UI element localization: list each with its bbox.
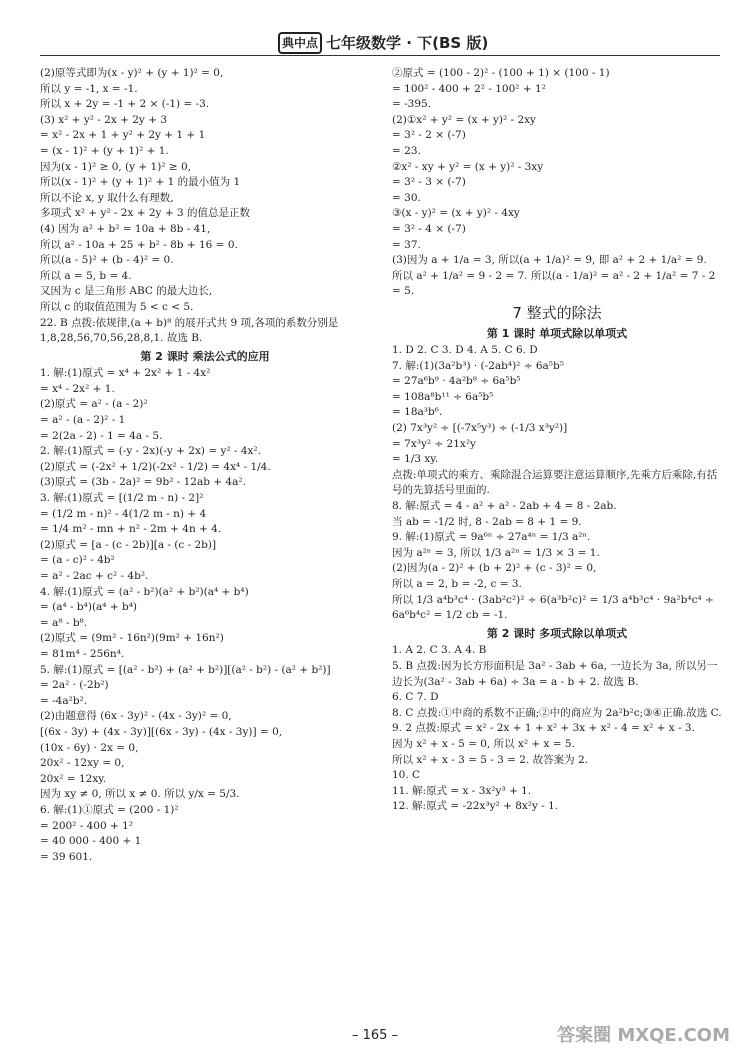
text-line: = 1/4 m² - mn + n² - 2m + 4n + 4. (40, 523, 222, 536)
text-line: 因为 x² + x - 5 = 0, 所以 x² + x = 5. (392, 737, 575, 750)
watermark: 答案圈 MXQE.COM (557, 1025, 730, 1046)
text-line: = 27a⁶b⁹ · 4a²b⁸ ÷ 6a⁵b⁵ (392, 375, 521, 388)
text-line: = 81m⁴ - 256n⁴. (40, 647, 125, 660)
text-line: = (a⁴ - b⁴)(a⁴ + b⁴) (40, 601, 138, 614)
text-line: (10x - 6y) · 2x = 0, (40, 741, 139, 754)
text-line: = 200² - 400 + 1² (40, 819, 134, 832)
text-line: = 100² - 400 + 2² - 100² + 1² (392, 82, 546, 95)
text-line: 1. 解:(1)原式 = x⁴ + 2x² + 1 - 4x² (40, 367, 211, 380)
text-line: 所以(a - 5)² + (b - 4)² = 0. (40, 254, 174, 267)
chapter-heading: 7 整式的除法 (512, 303, 602, 322)
text-line: 10. C (392, 769, 421, 782)
text-line: = 18a³b⁶. (392, 406, 443, 419)
text-line: = -395. (392, 98, 432, 111)
text-line: 6. 解:(1)①原式 = (200 - 1)² (40, 803, 179, 816)
text-line: 20x² = 12xy. (40, 772, 107, 785)
text-line: 所以 x² + x - 3 = 5 - 3 = 2. 故答案为 2. (392, 753, 589, 766)
text-line: 所以 x + 2y = -1 + 2 × (-1) = -3. (40, 98, 210, 111)
text-line: ③(x - y)² = (x + y)² - 4xy (392, 207, 520, 220)
text-line: (2)原式 = (9m² - 16n²)(9m² + 16n²) (40, 632, 224, 645)
text-line: 2. 解:(1)原式 = (-y - 2x)(-y + 2x) = y² - 4x². (40, 445, 261, 458)
text-line: = -4a²b². (40, 694, 88, 707)
text-line: = 37. (392, 238, 421, 251)
text-line: 7. 解:(1)(3a²b³) · (-2ab⁴)² ÷ 6a⁵b⁵ (392, 359, 564, 372)
right-column (392, 66, 722, 815)
text-line: ②原式 = (100 - 2)² - (100 + 1) × (100 - 1) (392, 67, 610, 79)
text-line: 点拨:单项式的乘方、乘除混合运算要注意运算顺序,先乘方后乘除,有括号的先算括号里面的. (392, 468, 718, 497)
text-line: (2)原等式即为(x - y)² + (y + 1)² = 0, (40, 67, 224, 79)
text-line: = 7x³y² ÷ 21x²y (392, 437, 476, 450)
text-line: 因为 xy ≠ 0, 所以 x ≠ 0. 所以 y/x = 5/3. (40, 788, 240, 801)
text-line: = a² - (a - 2)² - 1 (40, 414, 126, 427)
book-title: 七年级数学 · 下(BS 版) (326, 34, 489, 52)
text-line: (2)①x² + y² = (x + y)² - 2xy (392, 113, 536, 126)
text-line: 因为 a²ⁿ = 3, 所以 1/3 a²ⁿ = 1/3 × 3 = 1. (392, 546, 600, 559)
text-line: (2)原式 = (-2x² + 1/2)(-2x² - 1/2) = 4x⁴ - 1/4. (40, 460, 271, 473)
text-line: 9. 解:(1)原式 = 9a⁶ⁿ ÷ 27a⁴ⁿ = 1/3 a²ⁿ. (392, 531, 591, 544)
left-solutions-1 (40, 66, 370, 316)
text-line: = (a - c)² - 4b² (40, 554, 115, 567)
left-column (40, 66, 370, 865)
text-line: 8. 解:原式 = 4 - a² + a² - 2ab + 4 = 8 - 2ab. (392, 500, 617, 513)
text-line: 4. 解:(1)原式 = (a² - b²)(a² + b²)(a⁴ + b⁴) (40, 585, 249, 598)
text-line: 所以(x - 1)² + (y + 1)² + 1 的最小值为 1 (40, 176, 241, 189)
text-line: = 23. (392, 144, 421, 157)
text-line: 6. C 7. D (392, 691, 439, 704)
text-line: 多项式 x² + y² - 2x + 2y + 3 的值总是正数 (40, 207, 250, 220)
text-line: = 30. (392, 191, 421, 204)
text-line: = 2a² · (-2b²) (40, 679, 109, 692)
section-heading: 第 1 课时 单项式除以单项式 (486, 326, 628, 340)
text-line: 所以不论 x, y 取什么有理数, (40, 191, 174, 204)
text-line: = x² - 2x + 1 + y² + 2y + 1 + 1 (40, 129, 206, 142)
text-line: 所以 a = 5, b = 4. (40, 269, 132, 282)
text-line: 1. D 2. C 3. D 4. A 5. C 6. D (392, 344, 538, 357)
text-line: ②x² - xy + y² = (x + y)² - 3xy (392, 160, 544, 173)
header-rule (40, 55, 720, 56)
page-header (40, 30, 720, 56)
text-line: = 40 000 - 400 + 1 (40, 835, 142, 848)
text-line: = 2(2a - 2) - 1 = 4a - 5. (40, 429, 163, 442)
right-solutions-2 (392, 343, 722, 624)
text-line: 当 ab = -1/2 时, 8 - 2ab = 8 + 1 = 9. (392, 515, 582, 528)
text-line: 11. 解:原式 = x - 3x²y³ + 1. (392, 784, 532, 797)
text-line: (2)因为(a - 2)² + (b + 2)² + (c - 3)² = 0, (392, 562, 597, 575)
text-line: 所以 a² + 1/a² = 9 - 2 = 7. 所以(a - 1/a)² = a² - 2 + 1/a² = 7 - 2 = 5. (392, 269, 716, 298)
text-line: (2) 7x³y² ÷ [(-7x⁵y³) ÷ (-1/3 x³y²)] (392, 422, 568, 435)
text-line: 3. 解:(1)原式 = [(1/2 m - n) - 2]² (40, 492, 204, 505)
text-line: = x⁴ - 2x² + 1. (40, 382, 115, 395)
text-line: = 3² - 2 × (-7) (392, 129, 466, 142)
text-line: 所以 a = 2, b = -2, c = 3. (392, 578, 522, 590)
text-line: = 3² - 3 × (-7) (392, 176, 466, 189)
text-line: [(6x - 3y) + (4x - 3y)][(6x - 3y) - (4x - 3y)] = 0, (40, 725, 283, 738)
text-line: 所以 1/3 a⁴b³c⁴ · (3ab²c²)² ÷ 6(a³b²c)² = 1/3 a⁴b³c⁴ · 9a²b⁴c⁴ ÷ (392, 593, 714, 606)
text-line: (3)因为 a + 1/a = 3, 所以(a + 1/a)² = 9, 即 a² + 2 + 1/a² = 9. (392, 254, 707, 267)
text-line: 8. C 点拨:①中商的系数不正确;②中的商应为 2a²b²c;③④正确.故选 C. (392, 706, 722, 719)
text-line: 20x² - 12xy = 0, (40, 757, 125, 770)
left-solutions-2 (40, 366, 370, 865)
book-logo: 典中点 (278, 32, 322, 54)
text-line: (3)原式 = (3b - 2a)² = 9b² - 12ab + 4a². (40, 476, 246, 489)
text-line: = (x - 1)² + (y + 1)² + 1. (40, 144, 169, 157)
page-number: – 165 – (351, 1028, 399, 1043)
text-line: (2)由题意得 (6x - 3y)² - (4x - 3y)² = 0, (40, 710, 232, 723)
text-line: 又因为 c 是三角形 ABC 的最大边长, (40, 285, 213, 298)
text-line: (2)原式 = a² - (a - 2)² (40, 398, 148, 411)
text-line: 5. 解:(1)原式 = [(a² - b²) + (a² + b²)][(a² - b²) - (a² + b²)] (40, 663, 331, 676)
text-line: 9. 2 点拨:原式 = x² - 2x + 1 + x² + 3x + x² - 4 = x² + x - 3. (392, 722, 695, 735)
text-line: 1. A 2. C 3. A 4. B (392, 644, 487, 657)
text-line: = 1/3 xy. (392, 453, 439, 466)
text-line: (2)原式 = [a - (c - 2b)][a - (c - 2b)] (40, 538, 217, 551)
section-heading: 第 2 课时 乘法公式的应用 (140, 349, 270, 363)
text-line: = 39 601. (40, 850, 93, 863)
text-line: = a⁸ - b⁸. (40, 616, 88, 629)
text-line: 6a⁶b⁴c² = 1/2 cb = -1. (392, 609, 508, 622)
section-heading: 第 2 课时 多项式除以单项式 (486, 626, 628, 640)
text-line: 5. B 点拨:因为长方形面积是 3a² - 3ab + 6a, 一边长为 3a, 所以另一边长为(3a² - 3ab + 6a) ÷ 3a = a - b + 2. 故选 B. (392, 659, 718, 688)
text-line: = a² - 2ac + c² - 4b². (40, 570, 149, 582)
right-solutions-1 (392, 66, 722, 300)
text-line: 所以 y = -1, x = -1. (40, 82, 138, 95)
text-line: = 3² - 4 × (-7) (392, 222, 466, 235)
text-line: (3) x² + y² - 2x + 2y + 3 (40, 113, 168, 126)
text-line: 所以 c 的取值范围为 5 < c < 5. (40, 300, 194, 313)
text-line: 12. 解:原式 = -22x³y² + 8x²y - 1. (392, 800, 559, 813)
right-solutions-3 (392, 643, 722, 815)
text-line: 所以 a² - 10a + 25 + b² - 8b + 16 = 0. (40, 238, 238, 251)
text-line: (4) 因为 a² + b² = 10a + 8b - 41, (40, 222, 211, 235)
question-22: 22. B 点拨:依规律,(a + b)⁸ 的展开式共 9 项,各项的系数分别是 1,8,28,56,70,56,28,8,1. 故选 B. (40, 316, 339, 345)
text-line: = (1/2 m - n)² - 4(1/2 m - n) + 4 (40, 507, 207, 520)
text-line: = 108a⁸b¹¹ ÷ 6a⁵b⁵ (392, 390, 494, 403)
text-line: 因为(x - 1)² ≥ 0, (y + 1)² ≥ 0, (40, 160, 192, 173)
